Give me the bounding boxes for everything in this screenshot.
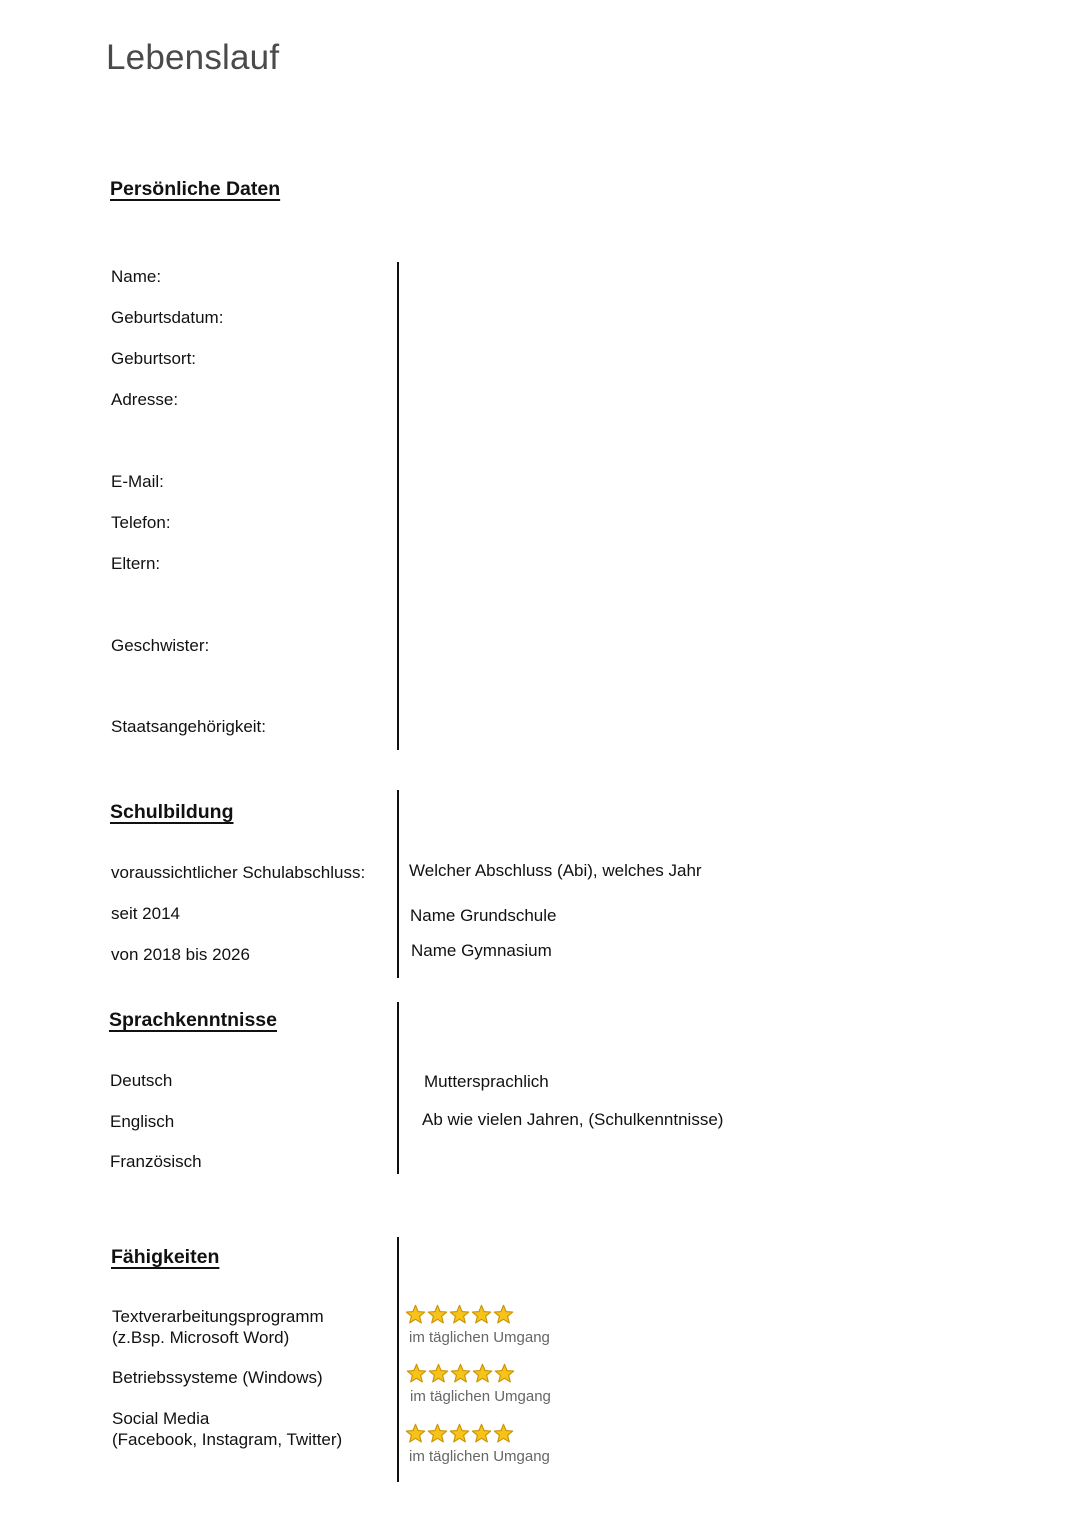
section-heading-personal: Persönliche Daten xyxy=(110,178,281,200)
language-label: Deutsch xyxy=(110,1071,173,1090)
section-heading-languages: Sprachkenntnisse xyxy=(109,1009,277,1031)
school-row-value: Name Gymnasium xyxy=(411,941,552,960)
school-row-value: Welcher Abschluss (Abi), welches Jahr xyxy=(409,861,702,880)
section-heading-school: Schulbildung xyxy=(110,801,234,823)
language-label: Englisch xyxy=(110,1112,175,1131)
skill-label: Social Media xyxy=(112,1409,210,1428)
star-icon xyxy=(494,1363,515,1384)
star-icon xyxy=(406,1363,427,1384)
star-icon xyxy=(493,1423,514,1444)
language-value: Ab wie vielen Jahren, (Schulkenntnisse) xyxy=(422,1110,724,1129)
skill-label: Betriebssysteme (Windows) xyxy=(112,1368,323,1387)
document-title: Lebenslauf xyxy=(106,38,280,77)
label-phone: Telefon: xyxy=(111,513,171,532)
column-divider-languages xyxy=(397,1002,399,1174)
school-row-label: voraussichtlicher Schulabschluss: xyxy=(111,863,366,882)
section-heading-skills: Fähigkeiten xyxy=(111,1246,220,1268)
star-icon xyxy=(493,1304,514,1325)
star-icon xyxy=(427,1423,448,1444)
star-icon xyxy=(449,1423,470,1444)
label-birthdate: Geburtsdatum: xyxy=(111,308,224,327)
label-siblings: Geschwister: xyxy=(111,636,210,655)
column-divider-skills xyxy=(397,1237,399,1482)
column-divider-school xyxy=(397,790,399,978)
label-nationality: Staatsangehörigkeit: xyxy=(111,717,266,736)
star-icon xyxy=(427,1304,448,1325)
star-rating xyxy=(405,1304,514,1325)
star-icon xyxy=(428,1363,449,1384)
column-divider-personal xyxy=(397,262,399,750)
language-label: Französisch xyxy=(110,1152,202,1171)
label-name: Name: xyxy=(111,267,162,286)
skill-note: im täglichen Umgang xyxy=(409,1448,550,1465)
skill-note: im täglichen Umgang xyxy=(410,1388,551,1405)
school-row-label: von 2018 bis 2026 xyxy=(111,945,250,964)
label-parents: Eltern: xyxy=(111,554,161,573)
star-icon xyxy=(472,1363,493,1384)
star-rating xyxy=(405,1423,514,1444)
star-icon xyxy=(471,1304,492,1325)
star-icon xyxy=(450,1363,471,1384)
skill-note: im täglichen Umgang xyxy=(409,1329,550,1346)
star-rating xyxy=(406,1363,515,1384)
label-address: Adresse: xyxy=(111,390,179,409)
school-row-value: Name Grundschule xyxy=(410,906,557,925)
star-icon xyxy=(449,1304,470,1325)
skill-label-detail: (z.Bsp. Microsoft Word) xyxy=(112,1328,290,1347)
label-birthplace: Geburtsort: xyxy=(111,349,197,368)
school-row-label: seit 2014 xyxy=(111,904,180,923)
skill-label: Textverarbeitungsprogramm xyxy=(112,1307,324,1326)
label-email: E-Mail: xyxy=(111,472,164,491)
language-value: Muttersprachlich xyxy=(424,1072,549,1091)
star-icon xyxy=(405,1304,426,1325)
skill-label-detail: (Facebook, Instagram, Twitter) xyxy=(112,1430,343,1449)
star-icon xyxy=(405,1423,426,1444)
star-icon xyxy=(471,1423,492,1444)
